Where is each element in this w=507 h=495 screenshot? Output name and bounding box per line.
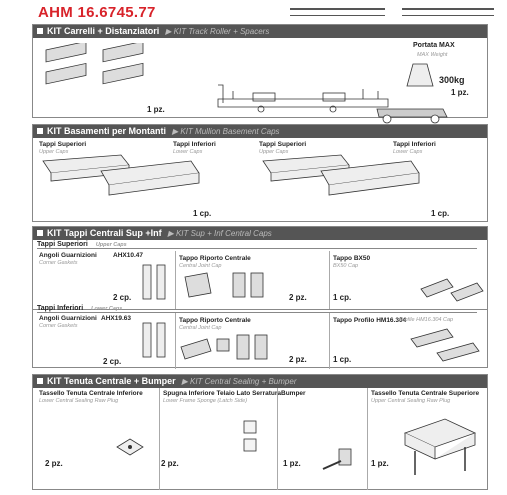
c2-en: Lower Frame Sponge (Latch Side) — [163, 398, 248, 404]
cell-divider — [367, 388, 368, 490]
cell-divider — [329, 313, 330, 369]
r2-c2-en: Central Joint Cap — [179, 325, 222, 331]
lower-caps-en: Lower Caps — [173, 149, 203, 155]
r1-c3-label: Tappo BX50 — [333, 255, 371, 262]
r2-c2-qty: 2 pz. — [289, 355, 307, 364]
upper-raw-plug-icon — [401, 411, 481, 481]
cell-divider — [159, 388, 160, 490]
c1-label: Tassello Tenuta Centrale Inferiore — [39, 390, 143, 397]
c1-qty: 2 pz. — [45, 459, 63, 468]
central-joint-cap-icon-2 — [179, 331, 299, 367]
c3-qty: 1 pz. — [283, 459, 301, 468]
central-joint-cap-icon — [181, 269, 301, 307]
bumper-icon — [321, 447, 361, 477]
section-subtitle: ▶ KIT Sup + Inf Central Caps — [167, 229, 272, 238]
r2-c3-en: Profile HM16.304 Cap — [399, 317, 454, 323]
c4-label: Tassello Tenuta Centrale Superiore — [371, 390, 480, 397]
hm16304-cap-icon — [407, 325, 487, 365]
document-title: AHM 16.6745.77 — [38, 4, 156, 21]
r1-c3-en: BX50 Cap — [333, 263, 359, 269]
upper-caps-label: Tappi Superiori — [39, 141, 87, 148]
r1-c3-qty: 1 cp. — [333, 293, 352, 302]
section-header: KIT Carrelli + Distanziatori ▶ KIT Track Roller + Spacers — [33, 25, 487, 38]
r2-c2-label: Tappo Riporto Centrale — [179, 317, 251, 324]
section-subtitle: ▶ KIT Central Sealing + Bumper — [181, 377, 297, 386]
r2-c3-qty: 1 cp. — [333, 355, 352, 364]
c1-en: Lower Central Sealing Raw Plug — [39, 398, 119, 404]
s1-qty: 1 pz. — [147, 105, 165, 114]
c3-label: Bumper — [281, 390, 306, 397]
r1-c1-en: Corner Gaskets — [39, 260, 78, 266]
lower-caps-subhead: Tappi Inferiori Lower Caps — [37, 305, 477, 313]
section-mullion-caps — [32, 124, 488, 222]
cell-divider — [175, 313, 176, 369]
r1-c2-en: Central Joint Cap — [179, 263, 222, 269]
c4-en: Upper Central Sealing Raw Plug — [371, 398, 451, 404]
sponge-icon — [241, 419, 261, 455]
r2-c1-code: AHX19.63 — [101, 315, 131, 322]
section-central-caps — [32, 226, 488, 368]
upper-caps-en: Upper Caps — [39, 149, 69, 155]
s2-qty2: 1 cp. — [431, 209, 450, 218]
section-central-sealing — [32, 374, 488, 490]
lower-caps-en-2: Lower Caps — [393, 149, 423, 155]
max-weight-label: MAX Weight — [417, 52, 448, 58]
roller-cart-illustration — [373, 95, 453, 125]
r2-c1-qty: 2 cp. — [103, 357, 122, 366]
basement-caps-left-illustration — [41, 151, 221, 206]
r1-c2-qty: 2 pz. — [289, 293, 307, 302]
title-rule-right — [402, 8, 494, 16]
basement-caps-right-illustration — [261, 151, 441, 206]
portata-label: Portata MAX — [413, 42, 455, 49]
weight-value: 300kg — [439, 75, 465, 85]
c4-qty: 1 pz. — [371, 459, 389, 468]
section-subtitle: ▶ KIT Track Roller + Spacers — [165, 27, 270, 36]
track-roller-illustration — [41, 43, 161, 113]
c2-qty: 2 pz. — [161, 459, 179, 468]
cell-divider — [175, 251, 176, 309]
c2-label: Spugna Inferiore Telaio Lato Serratura — [163, 390, 281, 397]
r2-c1-en: Corner Gaskets — [39, 323, 78, 329]
cell-divider — [277, 388, 278, 490]
lower-caps-label: Tappi Inferiori — [173, 141, 216, 148]
lower-caps-label-2: Tappi Inferiori — [393, 141, 436, 148]
upper-caps-subhead: Tappi Superiori Upper Caps — [37, 241, 477, 249]
section-header: KIT Tenuta Centrale + Bumper ▶ KIT Central Sealing + Bumper — [33, 375, 487, 388]
section-header: KIT Basamenti per Montanti ▶ KIT Mullion Basement Caps — [33, 125, 487, 138]
corner-gasket-icon-2 — [141, 321, 171, 361]
s2-qty1: 1 cp. — [193, 209, 212, 218]
cell-divider — [329, 251, 330, 309]
corner-gasket-icon — [141, 263, 171, 303]
r1-c1-label: Angoli Guarnizioni — [39, 252, 97, 259]
section-subtitle: ▶ KIT Mullion Basement Caps — [172, 127, 280, 136]
weight-icon — [405, 62, 435, 88]
s1-qty2: 1 pz. — [451, 88, 469, 97]
r2-c1-label: Angoli Guarnizioni — [39, 315, 97, 322]
r2-c3-label: Tappo Profilo HM16.304 — [333, 317, 407, 324]
r1-c1-code: AHX10.47 — [113, 252, 143, 259]
title-rule-left — [290, 8, 385, 16]
section-header: KIT Tappi Centrali Sup +Inf ▶ KIT Sup + Inf Central Caps — [33, 227, 487, 240]
r1-c2-label: Tappo Riporto Centrale — [179, 255, 251, 262]
upper-caps-en-2: Upper Caps — [259, 149, 289, 155]
track-assembly-illustration — [213, 55, 393, 115]
bx50-cap-icon — [417, 269, 487, 305]
upper-caps-label-2: Tappi Superiori — [259, 141, 307, 148]
section-track-roller — [32, 24, 488, 118]
r1-c1-qty: 2 cp. — [113, 293, 132, 302]
lower-raw-plug-icon — [115, 435, 145, 459]
